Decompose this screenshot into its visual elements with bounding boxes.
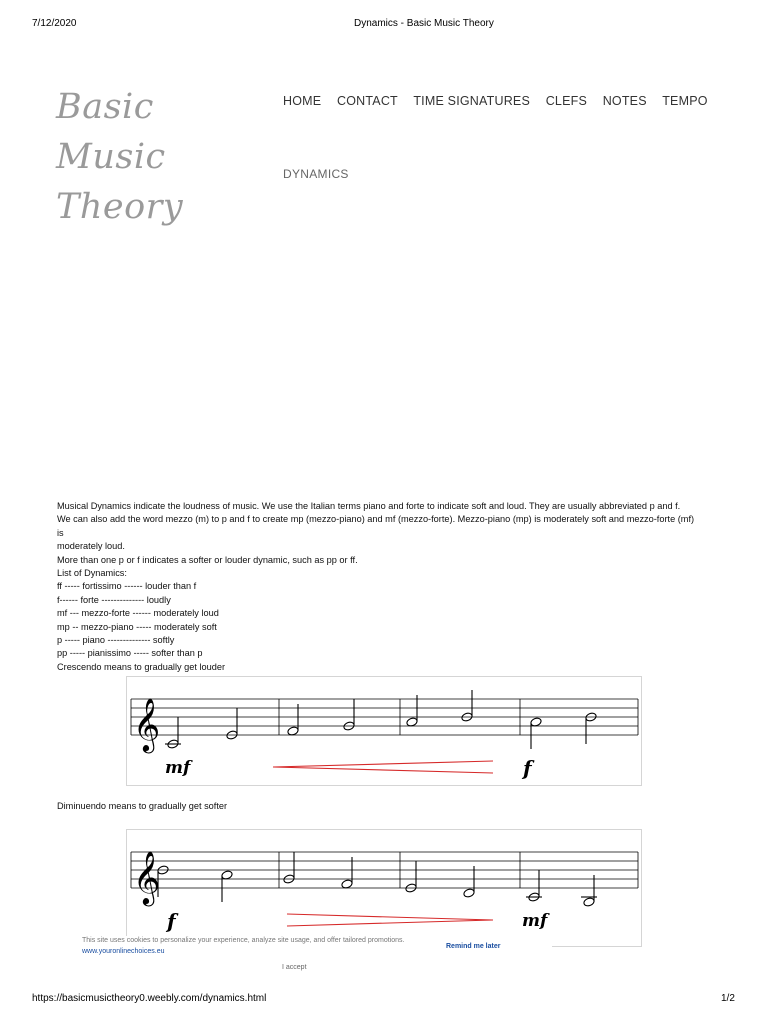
nav-clefs[interactable]: CLEFS	[545, 94, 587, 108]
main-nav	[283, 94, 720, 108]
nav-contact[interactable]: CONTACT	[337, 94, 398, 108]
site-logo[interactable]	[56, 82, 256, 232]
text-line: More than one p or f indicates a softer or louder dynamic, such as pp or ff.	[57, 554, 358, 565]
crescendo-figure	[126, 676, 642, 786]
print-page-number: 1/2	[721, 993, 735, 1004]
text-line: Crescendo means to gradually get louder	[57, 661, 226, 672]
treble-clef-icon: 𝄞	[133, 697, 161, 751]
nav-time-signatures[interactable]: TIME SIGNATURES	[413, 94, 531, 108]
diminuendo-hairpin	[287, 914, 493, 926]
text-line: pp ----- pianissimo ----- softer than p	[57, 648, 203, 659]
dynamic-mf-mark: mf	[522, 911, 548, 931]
text-line: mp -- mezzo-piano ----- moderately soft	[57, 621, 217, 632]
logo-line-1: Basic Music	[56, 87, 166, 177]
cookie-message: This site uses cookies to personalize your experience, analyze site usage, and offer tailored promotions.	[82, 937, 405, 944]
crescendo-hairpin	[273, 761, 493, 773]
article-body	[57, 500, 697, 674]
remind-later-button[interactable]: Remind me later	[446, 943, 501, 950]
text-line: We can also add the word mezzo (m) to p and f to create mp (mezzo-piano) and mf (mezzo-forte). Mezzo-piano (mp) is moderately soft and mezzo-forte (mf) is	[57, 514, 695, 538]
nav-home[interactable]: HOME	[283, 94, 322, 108]
print-page-title: Dynamics - Basic Music Theory	[354, 18, 494, 29]
text-line: ff ----- fortissimo ------ louder than f	[57, 581, 197, 592]
print-url: https://basicmusictheory0.weebly.com/dynamics.html	[32, 993, 267, 1004]
nav-dynamics[interactable]: DYNAMICS	[283, 167, 349, 181]
text-line: List of Dynamics:	[57, 568, 127, 579]
dynamic-mf-mark: mf	[165, 758, 191, 778]
diminuendo-figure	[126, 829, 642, 947]
cookie-info-link[interactable]: www.youronlinechoices.eu	[82, 948, 165, 955]
text-line: Musical Dynamics indicate the loudness of music. We use the Italian terms piano and forte to indicate soft and loud. They are usually abbreviated p and f.	[57, 501, 681, 511]
dynamic-f-mark: f	[523, 756, 532, 780]
print-date: 7/12/2020	[32, 18, 77, 29]
text-line: p ----- piano -------------- softly	[57, 635, 175, 646]
accept-cookies-button[interactable]: I accept	[282, 964, 307, 971]
diminuendo-caption: Diminuendo means to gradually get softer	[57, 801, 228, 811]
cookie-banner	[82, 936, 552, 966]
text-line: f------ forte -------------- loudly	[57, 594, 171, 605]
text-line: mf --- mezzo-forte ------ moderately loud	[57, 608, 219, 619]
logo-line-2: Theory	[56, 187, 184, 227]
treble-clef-icon: 𝄞	[133, 850, 161, 904]
nav-notes[interactable]: NOTES	[602, 94, 647, 108]
text-line: moderately loud.	[57, 541, 125, 552]
dynamic-f-mark: f	[167, 909, 176, 933]
nav-tempo[interactable]: TEMPO	[662, 94, 708, 108]
